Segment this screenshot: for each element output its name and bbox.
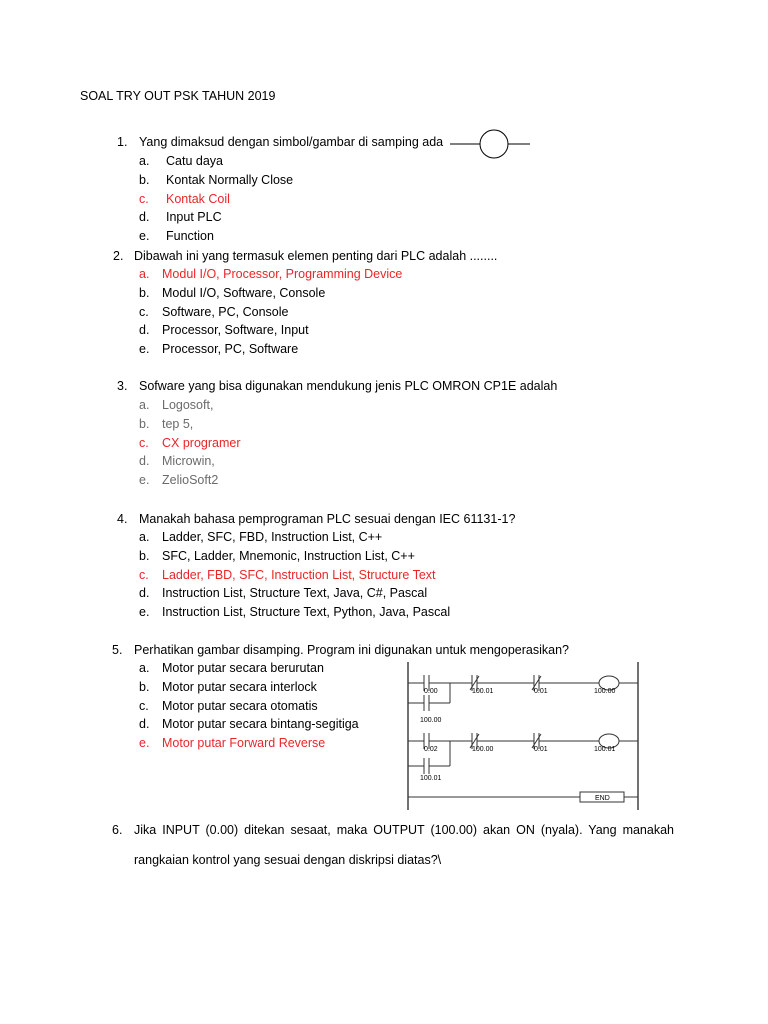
q5-option-1-letter: a. — [139, 661, 150, 675]
q2-option-1-letter: a. — [139, 267, 150, 281]
rung2-contact-2-label: 100.00 — [472, 746, 494, 753]
rung1-contact-3-label: 0.01 — [534, 688, 548, 695]
q2-text: Dibawah ini yang termasuk elemen penting dari PLC adalah ........ — [134, 249, 498, 263]
q2-option-3-text: Software, PC, Console — [162, 305, 289, 319]
q2-option-1-text: Modul I/O, Processor, Programming Device — [162, 267, 403, 281]
q4-text: Manakah bahasa pemprograman PLC sesuai dengan IEC 61131-1? — [139, 512, 516, 526]
q4-option-2-text: SFC, Ladder, Mnemonic, Instruction List, C++ — [162, 549, 415, 563]
q4-option-5-text: Instruction List, Structure Text, Python, Java, Pascal — [162, 605, 451, 619]
q5-option-2-text: Motor putar secara interlock — [162, 680, 317, 694]
q2-option-5-letter: e. — [139, 342, 150, 356]
q4-option-1-letter: a. — [139, 530, 150, 544]
q1-option-5-text: Function — [166, 229, 214, 243]
q2-option-5-text: Processor, PC, Software — [162, 342, 299, 356]
q4-option-2-letter: b. — [139, 549, 150, 563]
q4-number: 4. — [117, 512, 128, 526]
q2-option-4-text: Processor, Software, Input — [162, 323, 309, 337]
q2-option-3-letter: c. — [139, 305, 149, 319]
q5-option-5-letter: e. — [139, 736, 150, 750]
q2-option-2-text: Modul I/O, Software, Console — [162, 286, 326, 300]
rung2-contact-3-label: 0.01 — [534, 746, 548, 753]
q1-text: Yang dimaksud dengan simbol/gambar di samping ada — [139, 135, 444, 149]
q1-option-5-letter: e. — [139, 229, 150, 243]
q1-option-3-letter: c. — [139, 192, 149, 206]
rung2-contact-1-label: 0.02 — [424, 746, 438, 753]
q3-option-3-text: CX programer — [162, 436, 241, 450]
q4-option-4-text: Instruction List, Structure Text, Java, C#, Pascal — [162, 586, 428, 600]
coil-symbol-icon — [450, 126, 532, 162]
q5-number: 5. — [112, 643, 123, 657]
rung-2 — [408, 733, 638, 774]
q3-text: Sofware yang bisa digunakan mendukung jenis PLC OMRON CP1E adalah — [139, 379, 558, 393]
end-label: END — [595, 795, 610, 802]
q5-option-5-text: Motor putar Forward Reverse — [162, 736, 326, 750]
q3-number: 3. — [117, 379, 128, 393]
branch2-contact-label: 100.01 — [420, 775, 442, 782]
q5-option-2-letter: b. — [139, 680, 150, 694]
q1-option-2-letter: b. — [139, 173, 150, 187]
q1-option-2-text: Kontak Normally Close — [166, 173, 294, 187]
q3-option-2-text: tep 5, — [162, 417, 194, 431]
q1-option-3-text: Kontak Coil — [166, 192, 230, 206]
q3-option-1-letter: a. — [139, 398, 150, 412]
q1-option-4-letter: d. — [139, 210, 150, 224]
q5-option-4-text: Motor putar secara bintang-segitiga — [162, 717, 359, 731]
q6-number: 6. — [112, 823, 123, 837]
q5-option-3-letter: c. — [139, 699, 149, 713]
q5-option-4-letter: d. — [139, 717, 150, 731]
rung1-contact-1-label: 0.00 — [424, 688, 438, 695]
q2-option-4-letter: d. — [139, 323, 150, 337]
q3-option-5-text: ZelioSoft2 — [162, 473, 219, 487]
q1-option-1-letter: a. — [139, 154, 150, 168]
q2-option-2-letter: b. — [139, 286, 150, 300]
q1-number: 1. — [117, 135, 128, 149]
q4-option-4-letter: d. — [139, 586, 150, 600]
branch1-contact-label: 100.00 — [420, 717, 442, 724]
q2-number: 2. — [113, 249, 124, 263]
q6-text-line-1: Jika INPUT (0.00) ditekan sesaat, maka OUTPUT (100.00) akan ON (nyala). Yang manakah — [134, 823, 674, 837]
q3-option-1-text: Logosoft, — [162, 398, 214, 412]
q1-option-4-text: Input PLC — [166, 210, 222, 224]
q5-text: Perhatikan gambar disamping. Program ini digunakan untuk mengoperasikan? — [134, 643, 569, 657]
q3-option-3-letter: c. — [139, 436, 149, 450]
q3-option-4-text: Microwin, — [162, 454, 215, 468]
rung1-coil-label: 100.00 — [594, 688, 616, 695]
q6-text-line-2: rangkaian kontrol yang sesuai dengan diskripsi diatas?\ — [134, 853, 442, 867]
q4-option-3-letter: c. — [139, 568, 149, 582]
document-title: SOAL TRY OUT PSK TAHUN 2019 — [80, 89, 276, 103]
q4-option-3-text: Ladder, FBD, SFC, Instruction List, Structure Text — [162, 568, 436, 582]
ladder-diagram — [404, 662, 640, 812]
q3-option-4-letter: d. — [139, 454, 150, 468]
q4-option-1-text: Ladder, SFC, FBD, Instruction List, C++ — [162, 530, 383, 544]
q1-option-1-text: Catu daya — [166, 154, 223, 168]
q5-option-3-text: Motor putar secara otomatis — [162, 699, 318, 713]
rung2-coil-label: 100.01 — [594, 746, 616, 753]
q3-option-2-letter: b. — [139, 417, 150, 431]
q4-option-5-letter: e. — [139, 605, 150, 619]
q5-option-1-text: Motor putar secara berurutan — [162, 661, 324, 675]
q3-option-5-letter: e. — [139, 473, 150, 487]
rung1-contact-2-label: 100.01 — [472, 688, 494, 695]
